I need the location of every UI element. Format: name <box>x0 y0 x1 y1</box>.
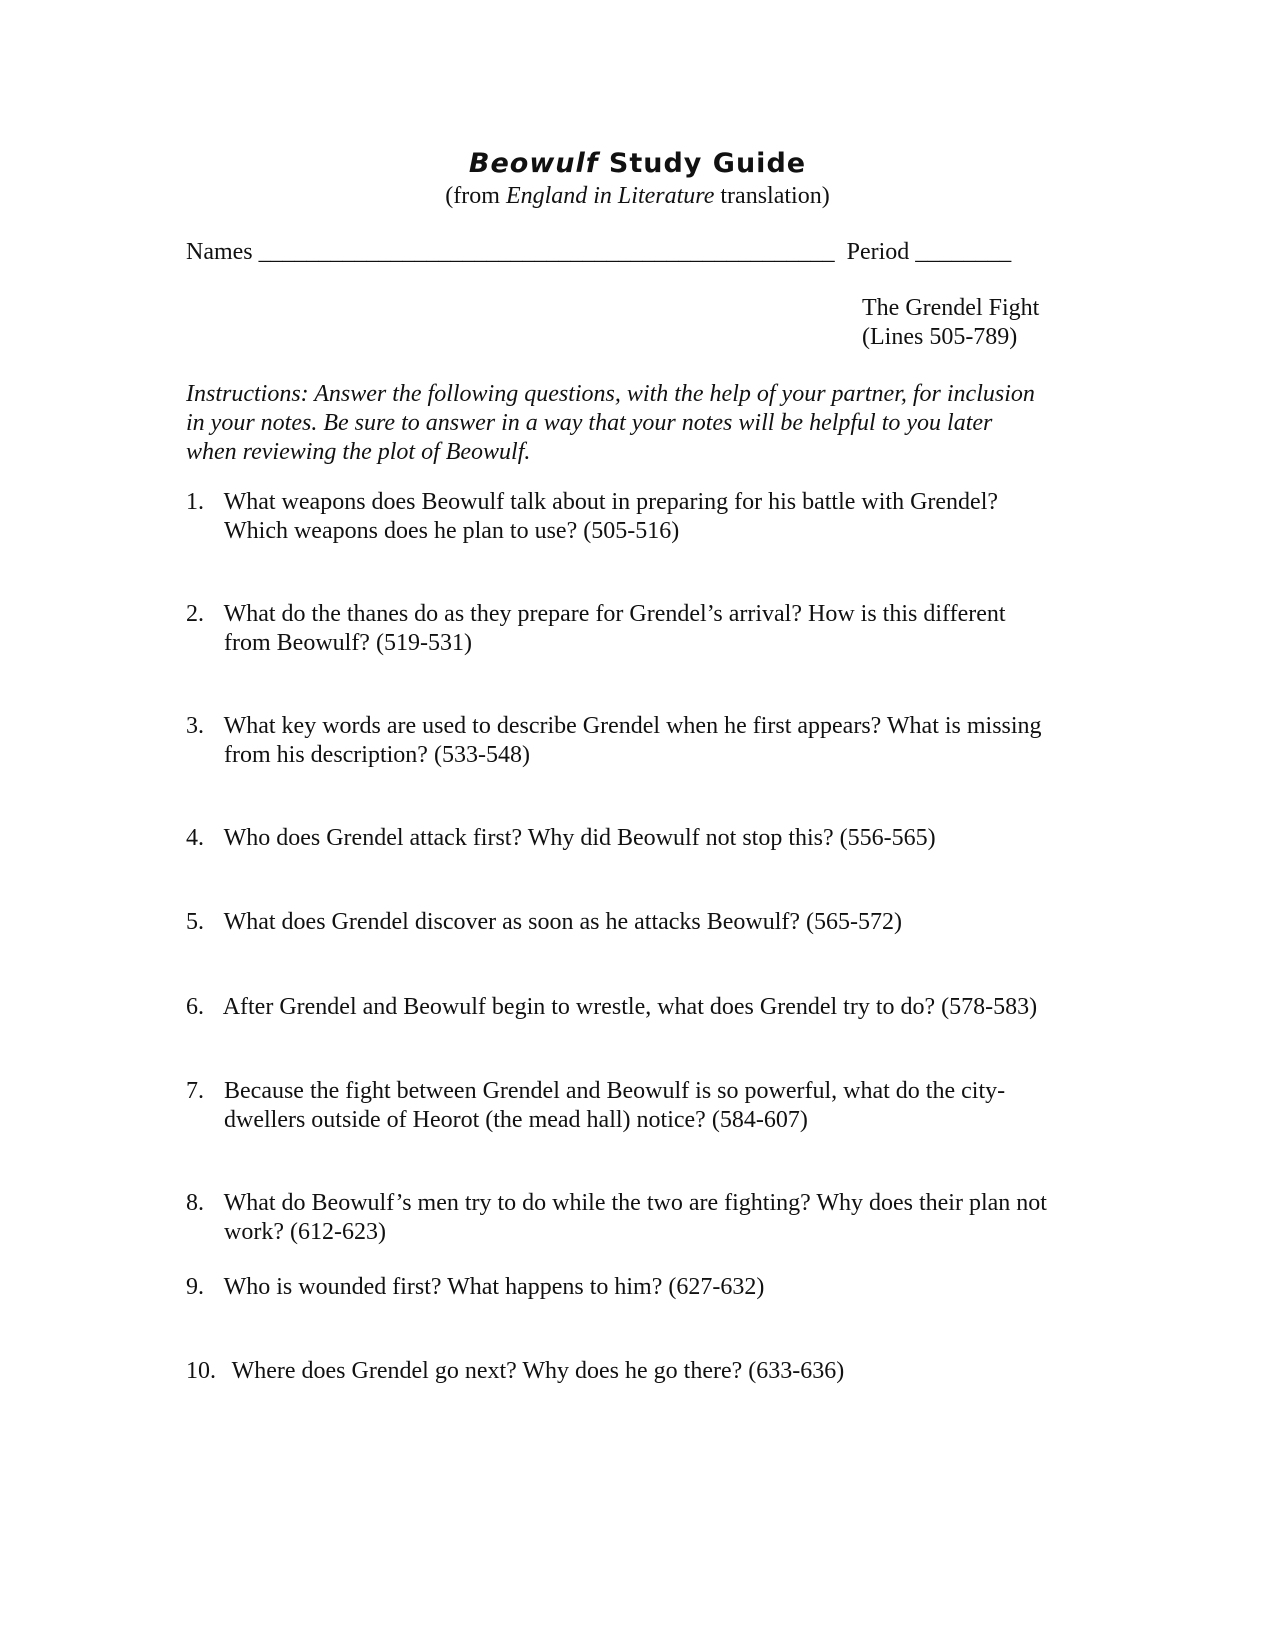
question-text-continued: Which weapons does he plan to use? (505-516) <box>224 518 680 544</box>
question-text-continued: from his description? (533-548) <box>224 742 530 768</box>
names-period-line: Names ________________________________________________ Period ________ <box>186 239 1012 265</box>
question-text-continued: work? (612-623) <box>224 1219 386 1245</box>
question-6 <box>186 993 1106 1022</box>
instructions-line: in your notes. Be sure to answer in a way that your notes will be helpful to you later <box>186 410 993 436</box>
section-heading <box>862 294 1122 352</box>
question-number: 9. <box>186 1274 204 1300</box>
question-text: What do the thanes do as they prepare for Grendel’s arrival? How is this different <box>223 601 1006 627</box>
page-title <box>0 148 1275 180</box>
question-number: 8. <box>186 1190 204 1216</box>
instructions <box>186 380 1086 467</box>
question-text-continued: from Beowulf? (519-531) <box>224 630 472 656</box>
question-1 <box>186 488 1106 546</box>
page-subtitle <box>0 182 1275 210</box>
question-text: Who is wounded first? What happens to him? (627-632) <box>223 1274 765 1300</box>
title-rest: Study Guide <box>598 148 807 179</box>
instructions-line: Instructions: Answer the following questions, with the help of your partner, for inclusion <box>186 381 1035 407</box>
question-number: 7. <box>186 1078 204 1104</box>
question-text: What key words are used to describe Grendel when he first appears? What is missing <box>223 713 1042 739</box>
section-title: The Grendel Fight <box>862 295 1040 321</box>
question-4 <box>186 824 1106 853</box>
question-text: Who does Grendel attack first? Why did Beowulf not stop this? (556-565) <box>223 825 936 851</box>
section-lines: (Lines 505-789) <box>862 324 1018 350</box>
question-text: What does Grendel discover as soon as he attacks Beowulf? (565-572) <box>223 909 903 935</box>
question-number: 3. <box>186 713 204 739</box>
question-9 <box>186 1273 1106 1302</box>
question-2 <box>186 600 1106 658</box>
question-text: After Grendel and Beowulf begin to wrestle, what does Grendel try to do? (578-583) <box>222 994 1038 1020</box>
question-3 <box>186 712 1106 770</box>
question-text-continued: dwellers outside of Heorot (the mead hall) notice? (584-607) <box>224 1107 808 1133</box>
question-text: Because the fight between Grendel and Beowulf is so powerful, what do the city- <box>224 1078 1006 1104</box>
subtitle-italic: England in Literature <box>505 183 715 209</box>
subtitle-post: translation) <box>714 183 830 209</box>
instructions-line: when reviewing the plot of Beowulf. <box>186 439 531 465</box>
question-text: What do Beowulf’s men try to do while the two are fighting? Why does their plan not <box>223 1190 1047 1216</box>
question-number: 5. <box>186 909 204 935</box>
question-7 <box>186 1077 1106 1135</box>
question-number: 1. <box>186 489 204 515</box>
question-number: 10. <box>186 1358 216 1384</box>
question-number: 6. <box>186 994 204 1020</box>
question-5 <box>186 908 1106 937</box>
question-number: 4. <box>186 825 204 851</box>
question-10 <box>186 1357 1106 1386</box>
title-italic: Beowulf <box>468 148 599 179</box>
question-8 <box>186 1189 1106 1247</box>
question-text: What weapons does Beowulf talk about in preparing for his battle with Grendel? <box>223 489 999 515</box>
subtitle-pre: (from <box>445 183 506 209</box>
question-text: Where does Grendel go next? Why does he go there? (633-636) <box>231 1358 845 1384</box>
question-number: 2. <box>186 601 204 627</box>
